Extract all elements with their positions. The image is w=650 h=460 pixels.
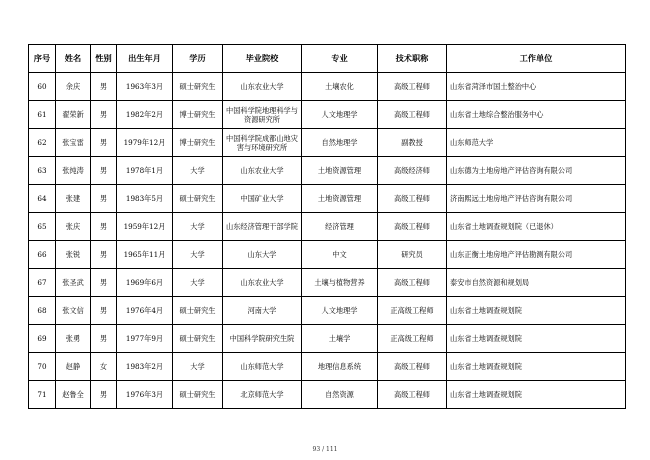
cell-col-title: 高级工程师 <box>378 73 447 101</box>
cell-col-major: 人文地理学 <box>302 297 378 325</box>
cell-col-name: 赵静 <box>56 353 91 381</box>
cell-col-birth: 1978年1月 <box>117 157 173 185</box>
cell-col-name: 余庆 <box>56 73 91 101</box>
table-row <box>29 269 626 297</box>
cell-col-employer: 山东省菏泽市国土整治中心 <box>447 73 626 101</box>
cell-col-title: 高级工程师 <box>378 269 447 297</box>
table-row <box>29 241 626 269</box>
cell-col-education: 大学 <box>173 241 223 269</box>
cell-col-school: 山东农业大学 <box>223 269 302 297</box>
cell-col-education: 硕士研究生 <box>173 381 223 409</box>
cell-col-index: 65 <box>29 213 56 241</box>
cell-col-index: 63 <box>29 157 56 185</box>
cell-col-education: 大学 <box>173 213 223 241</box>
cell-col-school: 中国矿业大学 <box>223 185 302 213</box>
cell-col-title: 高级工程师 <box>378 353 447 381</box>
cell-col-title: 正高级工程师 <box>378 325 447 353</box>
cell-col-gender: 男 <box>91 269 117 297</box>
cell-col-index: 62 <box>29 129 56 157</box>
cell-col-school: 河南大学 <box>223 297 302 325</box>
header-col-gender: 性别 <box>91 45 117 73</box>
cell-col-education: 博士研究生 <box>173 129 223 157</box>
header-col-major: 专业 <box>302 45 378 73</box>
header-col-school: 毕业院校 <box>223 45 302 73</box>
cell-col-name: 张建 <box>56 185 91 213</box>
cell-col-education: 硕士研究生 <box>173 73 223 101</box>
cell-col-birth: 1976年4月 <box>117 297 173 325</box>
cell-col-name: 张宝雷 <box>56 129 91 157</box>
cell-col-school: 山东农业大学 <box>223 73 302 101</box>
table-row <box>29 381 626 409</box>
cell-col-major: 土地资源管理 <box>302 185 378 213</box>
cell-col-education: 大学 <box>173 157 223 185</box>
page-number: 93 / 111 <box>312 446 338 453</box>
cell-col-school: 山东农业大学 <box>223 157 302 185</box>
cell-col-major: 土壤学 <box>302 325 378 353</box>
header-col-index: 序号 <box>29 45 56 73</box>
cell-col-gender: 男 <box>91 73 117 101</box>
cell-col-birth: 1979年12月 <box>117 129 173 157</box>
table-row <box>29 213 626 241</box>
table-row <box>29 185 626 213</box>
cell-col-education: 硕士研究生 <box>173 185 223 213</box>
cell-col-major: 中文 <box>302 241 378 269</box>
cell-col-index: 70 <box>29 353 56 381</box>
cell-col-index: 69 <box>29 325 56 353</box>
cell-col-name: 翟荣新 <box>56 101 91 129</box>
cell-col-school: 北京师范大学 <box>223 381 302 409</box>
cell-col-employer: 山东德为土地房地产评估咨询有限公司 <box>447 157 626 185</box>
cell-col-major: 自然资源 <box>302 381 378 409</box>
cell-col-employer: 山东师范大学 <box>447 129 626 157</box>
cell-col-school: 山东经济管理干部学院 <box>223 213 302 241</box>
cell-col-birth: 1983年5月 <box>117 185 173 213</box>
cell-col-employer: 山东省土地综合整治服务中心 <box>447 101 626 129</box>
table-row <box>29 353 626 381</box>
cell-col-education: 大学 <box>173 353 223 381</box>
cell-col-name: 张文信 <box>56 297 91 325</box>
cell-col-title: 研究员 <box>378 241 447 269</box>
cell-col-index: 68 <box>29 297 56 325</box>
cell-col-employer: 山东省土地调查规划院 <box>447 297 626 325</box>
cell-col-index: 67 <box>29 269 56 297</box>
cell-col-title: 高级工程师 <box>378 381 447 409</box>
cell-col-major: 经济管理 <box>302 213 378 241</box>
cell-col-birth: 1976年3月 <box>117 381 173 409</box>
table-body <box>29 73 626 409</box>
cell-col-birth: 1983年2月 <box>117 353 173 381</box>
cell-col-name: 张锐 <box>56 241 91 269</box>
header-col-name: 姓名 <box>56 45 91 73</box>
cell-col-major: 自然地理学 <box>302 129 378 157</box>
cell-col-birth: 1969年6月 <box>117 269 173 297</box>
cell-col-gender: 男 <box>91 157 117 185</box>
table-row <box>29 325 626 353</box>
cell-col-education: 博士研究生 <box>173 101 223 129</box>
cell-col-gender: 女 <box>91 353 117 381</box>
cell-col-education: 硕士研究生 <box>173 325 223 353</box>
cell-col-employer: 山东正衡土地房地产评估勘测有限公司 <box>447 241 626 269</box>
cell-col-education: 硕士研究生 <box>173 297 223 325</box>
cell-col-gender: 男 <box>91 185 117 213</box>
cell-col-major: 土壤与植物营养 <box>302 269 378 297</box>
table-row <box>29 297 626 325</box>
cell-col-title: 高级工程师 <box>378 213 447 241</box>
cell-col-school: 中国科学院成都山地灾害与环境研究所 <box>223 129 302 157</box>
cell-col-employer: 山东省土地调查规划院 <box>447 381 626 409</box>
cell-col-employer: 济南熙远土地房地产评估咨询有限公司 <box>447 185 626 213</box>
cell-col-gender: 男 <box>91 129 117 157</box>
header-col-title: 技术职称 <box>378 45 447 73</box>
cell-col-major: 人文地理学 <box>302 101 378 129</box>
cell-col-school: 中国科学院研究生院 <box>223 325 302 353</box>
header-row <box>29 45 626 73</box>
cell-col-title: 正高级工程师 <box>378 297 447 325</box>
table-row <box>29 129 626 157</box>
cell-col-gender: 男 <box>91 101 117 129</box>
cell-col-title: 高级工程师 <box>378 185 447 213</box>
cell-col-title: 高级经济师 <box>378 157 447 185</box>
cell-col-education: 大学 <box>173 269 223 297</box>
roster-table <box>28 44 626 409</box>
cell-col-gender: 男 <box>91 297 117 325</box>
cell-col-birth: 1965年11月 <box>117 241 173 269</box>
cell-col-employer: 山东省土地调查规划院 <box>447 325 626 353</box>
cell-col-employer: 山东省土地调查规划院 <box>447 353 626 381</box>
cell-col-name: 张圣武 <box>56 269 91 297</box>
cell-col-employer: 泰安市自然资源和规划局 <box>447 269 626 297</box>
cell-col-index: 66 <box>29 241 56 269</box>
cell-col-title: 副教授 <box>378 129 447 157</box>
cell-col-major: 土地资源管理 <box>302 157 378 185</box>
cell-col-index: 71 <box>29 381 56 409</box>
cell-col-name: 张纯涛 <box>56 157 91 185</box>
table-row <box>29 157 626 185</box>
cell-col-school: 山东大学 <box>223 241 302 269</box>
cell-col-index: 64 <box>29 185 56 213</box>
cell-col-gender: 男 <box>91 213 117 241</box>
cell-col-employer: 山东省土地调查规划院（已退休） <box>447 213 626 241</box>
cell-col-school: 山东师范大学 <box>223 353 302 381</box>
cell-col-gender: 男 <box>91 325 117 353</box>
cell-col-name: 张庆 <box>56 213 91 241</box>
cell-col-major: 地理信息系统 <box>302 353 378 381</box>
header-col-employer: 工作单位 <box>447 45 626 73</box>
cell-col-birth: 1959年12月 <box>117 213 173 241</box>
cell-col-major: 土壤农化 <box>302 73 378 101</box>
table-row <box>29 101 626 129</box>
cell-col-birth: 1963年3月 <box>117 73 173 101</box>
cell-col-birth: 1982年2月 <box>117 101 173 129</box>
cell-col-index: 61 <box>29 101 56 129</box>
cell-col-school: 中国科学院地理科学与资源研究所 <box>223 101 302 129</box>
cell-col-birth: 1977年9月 <box>117 325 173 353</box>
cell-col-gender: 男 <box>91 241 117 269</box>
cell-col-title: 高级工程师 <box>378 101 447 129</box>
cell-col-gender: 男 <box>91 381 117 409</box>
header-col-education: 学历 <box>173 45 223 73</box>
table-row <box>29 73 626 101</box>
cell-col-name: 张勇 <box>56 325 91 353</box>
cell-col-name: 赵鲁全 <box>56 381 91 409</box>
cell-col-index: 60 <box>29 73 56 101</box>
header-col-birth: 出生年月 <box>117 45 173 73</box>
